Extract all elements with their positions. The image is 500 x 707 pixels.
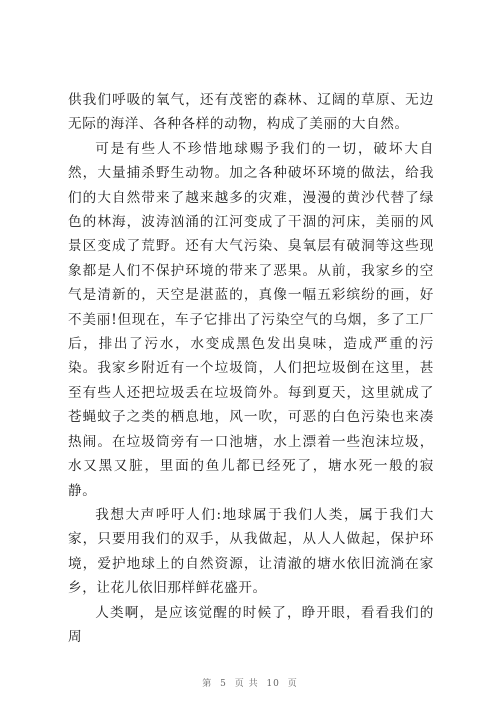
paragraph-4: 人类啊，是应该觉醒的时候了，睁开眼，看看我们的周: [68, 604, 434, 645]
footer-page-number: 5: [220, 679, 227, 689]
footer-total-pages: 10: [266, 679, 280, 689]
page-footer: [0, 676, 500, 689]
footer-middle: 页 共: [234, 679, 259, 689]
paragraph-3: 我想大声呼吁人们:地球属于我们人类，属于我们大家，只要用我们的双手，从我做起，从人人做起，保护环境，爱护地球上的自然资源，让清澈的塘水依旧流淌在家乡，让花儿依旧那样鲜花盛开。: [68, 506, 434, 597]
paragraph-1: 供我们呼吸的氧气，还有茂密的森林、辽阔的草原、无边无际的海洋、各种各样的动物，构成了美丽的大自然。: [68, 92, 434, 133]
footer-suffix: 页: [287, 679, 298, 689]
document-body: [68, 88, 434, 649]
footer-prefix: 第: [202, 679, 213, 689]
paragraph-2: 可是有些人不珍惜地球赐予我们的一切，破坏大自然，大量捕杀野生动物。加之各种破坏环境的做法，给我们的大自然带来了越来越多的灾难，漫漫的黄沙代替了绿色的林海，波涛汹涌的江河变成了干涸的河床，美丽的风景区变成了荒野。还有大气污染、臭氧层有破洞等这些现象都是人们不保护环境的带来了恶果。从前，我家乡的空气是清新的，天空是湛蓝的，真像一幅五彩缤纷的画，好不美丽!但现在，车子它排出了污染空气的乌烟，多了工厂后，排出了污水，水变成黑色发出臭味，造成严重的污染。我家乡附近有一个垃圾筒，人们把垃圾倒在这里，甚至有些人还把垃圾丢在垃圾筒外。每到夏天，这里就成了苍蝇蚊子之类的栖息地，风一吹，可恶的白色污染也来凑热闹。在垃圾筒旁有一口池塘，水上漂着一些泡沫垃圾，水又黑又脏，里面的鱼儿都已经死了，塘水死一般的寂静。: [68, 140, 434, 499]
